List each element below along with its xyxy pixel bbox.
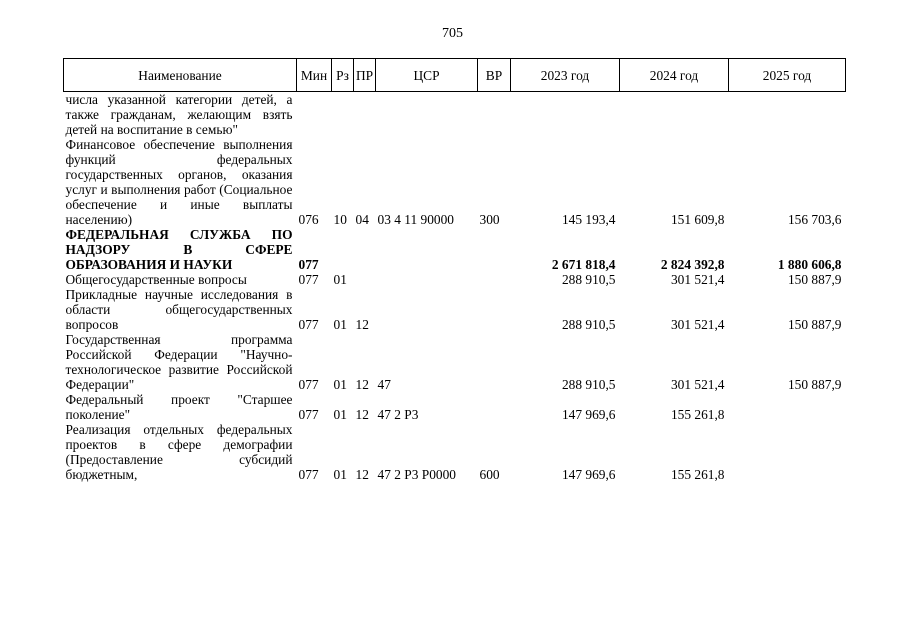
row-pr	[354, 227, 376, 272]
row-name: ФЕДЕРАЛЬНАЯ СЛУЖБА ПО НАДЗОРУ В СФЕРЕ ОБРАЗОВАНИЯ И НАУКИ	[65, 227, 293, 272]
header-rz: Рз	[332, 59, 354, 92]
header-name: Наименование	[64, 59, 297, 92]
header-vr: ВР	[478, 59, 511, 92]
row-rz: 01	[333, 467, 347, 482]
row-vr: 300	[479, 212, 500, 227]
table-row	[64, 332, 846, 392]
row-2025	[729, 422, 846, 482]
row-name: Финансовое обеспечение выполнения функций федеральных государственных органов, оказания услуг и выполнения работ (Социальное обеспечение и иные выплаты населению)	[65, 137, 293, 227]
row-rz	[332, 92, 354, 138]
row-min: 077	[298, 467, 319, 482]
row-csr: 47 2 P3 P0000	[377, 467, 456, 482]
row-2025: 156 703,6	[787, 212, 842, 227]
row-min: 076	[298, 212, 319, 227]
row-min: 077	[298, 377, 319, 392]
row-rz: 10	[333, 212, 347, 227]
row-2023: 288 910,5	[561, 317, 616, 332]
row-pr	[354, 92, 376, 138]
row-min: 077	[298, 317, 319, 332]
row-2023: 288 910,5	[561, 272, 616, 287]
row-2024: 155 261,8	[670, 407, 725, 422]
header-2025: 2025 год	[729, 59, 846, 92]
header-min: Мин	[297, 59, 332, 92]
row-2024: 151 609,8	[670, 212, 725, 227]
row-rz: 01	[333, 377, 347, 392]
row-2023: 147 969,6	[561, 407, 616, 422]
row-rz: 01	[333, 317, 347, 332]
row-csr	[376, 272, 478, 287]
row-pr: 04	[355, 212, 369, 227]
row-2025: 150 887,9	[787, 317, 842, 332]
row-vr	[478, 287, 511, 332]
row-2024: 301 521,4	[670, 317, 725, 332]
row-2025	[729, 392, 846, 422]
row-min: 077	[298, 272, 319, 287]
row-pr: 12	[355, 317, 369, 332]
table-row	[64, 422, 846, 482]
table-row	[64, 272, 846, 287]
row-csr: 03 4 11 90000	[377, 212, 454, 227]
row-pr: 12	[355, 377, 369, 392]
row-vr	[478, 272, 511, 287]
row-2025: 150 887,9	[787, 377, 842, 392]
row-vr: 600	[479, 467, 500, 482]
row-csr: 47	[377, 377, 391, 392]
table-body	[64, 92, 846, 483]
row-csr	[376, 92, 478, 138]
row-2023: 2 671 818,4	[551, 257, 616, 272]
row-2024: 2 824 392,8	[660, 257, 725, 272]
row-2023: 147 969,6	[561, 467, 616, 482]
page-number: 705	[442, 26, 463, 41]
budget-table	[63, 58, 846, 482]
header-csr: ЦСР	[376, 59, 478, 92]
row-vr	[478, 92, 511, 138]
row-2025: 150 887,9	[787, 272, 842, 287]
row-rz: 01	[333, 407, 347, 422]
table-row	[64, 392, 846, 422]
row-name: Общегосударственные вопросы	[65, 272, 247, 287]
table-header	[64, 59, 846, 92]
row-2023: 288 910,5	[561, 377, 616, 392]
row-2023	[511, 92, 620, 138]
row-vr	[478, 332, 511, 392]
row-2024: 155 261,8	[670, 467, 725, 482]
row-rz	[332, 227, 354, 272]
row-min: 077	[298, 257, 319, 272]
row-min	[297, 92, 332, 138]
row-vr	[478, 392, 511, 422]
row-min: 077	[298, 407, 319, 422]
row-name: Государственная программа Российской Федерации "Научно-технологическое развитие Российской Федерации"	[65, 332, 293, 392]
table-row	[64, 287, 846, 332]
row-rz: 01	[333, 272, 347, 287]
table-row	[64, 92, 846, 138]
row-name: Реализация отдельных федеральных проектов в сфере демографии (Предоставление субсидий бюджетным,	[65, 422, 293, 482]
row-name: Прикладные научные исследования в области общегосударственных вопросов	[65, 287, 293, 332]
header-pr: ПР	[354, 59, 376, 92]
header-2024: 2024 год	[620, 59, 729, 92]
row-csr	[376, 227, 478, 272]
row-2024: 301 521,4	[670, 272, 725, 287]
table-row	[64, 227, 846, 272]
row-name: Федеральный проект "Старшее поколение"	[65, 392, 293, 422]
row-2025	[729, 92, 846, 138]
row-csr: 47 2 P3	[377, 407, 419, 422]
row-name: числа указанной категории детей, а также гражданам, желающим взять детей на воспитание в семью"	[65, 92, 293, 137]
row-2023: 145 193,4	[561, 212, 616, 227]
row-pr	[354, 272, 376, 287]
row-2024: 301 521,4	[670, 377, 725, 392]
row-pr: 12	[355, 467, 369, 482]
row-2025: 1 880 606,8	[777, 257, 842, 272]
row-pr: 12	[355, 407, 369, 422]
row-2024	[620, 92, 729, 138]
row-vr	[478, 227, 511, 272]
header-2023: 2023 год	[511, 59, 620, 92]
row-csr	[376, 287, 478, 332]
table-row	[64, 137, 846, 227]
